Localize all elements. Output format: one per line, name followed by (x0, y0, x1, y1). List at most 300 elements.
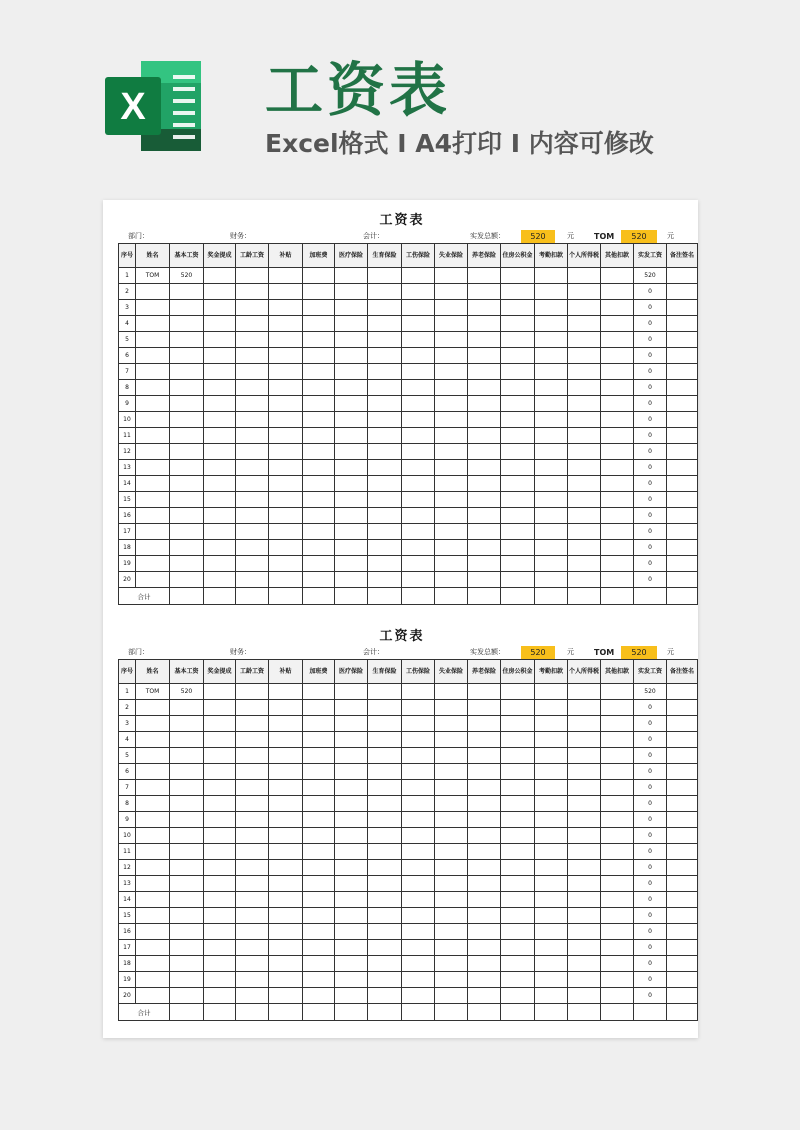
table-cell[interactable]: 0 (634, 844, 667, 860)
total-cell[interactable] (368, 1004, 402, 1021)
table-cell[interactable] (303, 412, 335, 428)
table-cell[interactable] (236, 908, 269, 924)
table-cell[interactable] (402, 764, 435, 780)
table-cell[interactable] (402, 524, 435, 540)
total-cell[interactable] (368, 588, 402, 605)
table-cell[interactable] (335, 972, 368, 988)
table-cell[interactable] (468, 412, 501, 428)
total-cell[interactable] (601, 1004, 634, 1021)
table-cell[interactable] (335, 572, 368, 588)
table-cell[interactable] (435, 940, 468, 956)
table-cell[interactable] (136, 492, 170, 508)
table-cell[interactable] (303, 524, 335, 540)
table-cell[interactable] (204, 332, 236, 348)
table-cell[interactable] (435, 716, 468, 732)
table-cell[interactable] (535, 476, 568, 492)
table-cell[interactable] (335, 716, 368, 732)
table-cell[interactable] (568, 956, 601, 972)
table-cell[interactable] (368, 300, 402, 316)
table-cell[interactable]: 0 (634, 460, 667, 476)
table-cell[interactable] (368, 508, 402, 524)
table-cell[interactable] (204, 684, 236, 700)
table-cell[interactable] (204, 972, 236, 988)
total-cell[interactable] (667, 1004, 698, 1021)
table-cell[interactable] (535, 412, 568, 428)
table-cell[interactable] (667, 412, 698, 428)
table-cell[interactable] (269, 316, 303, 332)
table-cell[interactable] (568, 556, 601, 572)
table-cell[interactable] (601, 572, 634, 588)
table-cell[interactable] (136, 956, 170, 972)
table-cell[interactable] (435, 972, 468, 988)
table-cell[interactable] (368, 828, 402, 844)
table-cell[interactable] (269, 732, 303, 748)
table-cell[interactable] (368, 444, 402, 460)
table-cell[interactable] (335, 940, 368, 956)
table-cell[interactable] (368, 796, 402, 812)
table-cell[interactable] (204, 844, 236, 860)
table-cell[interactable] (601, 524, 634, 540)
table-cell[interactable] (468, 316, 501, 332)
table-cell[interactable] (204, 508, 236, 524)
table-cell[interactable] (435, 476, 468, 492)
table-cell[interactable] (236, 844, 269, 860)
table-cell[interactable] (402, 860, 435, 876)
table-cell[interactable] (136, 860, 170, 876)
table-cell[interactable] (535, 972, 568, 988)
total-cell[interactable] (170, 588, 204, 605)
table-cell[interactable] (435, 844, 468, 860)
table-cell[interactable] (269, 860, 303, 876)
table-cell[interactable]: 0 (634, 380, 667, 396)
table-cell[interactable] (170, 716, 204, 732)
table-cell[interactable] (368, 364, 402, 380)
table-cell[interactable] (204, 908, 236, 924)
table-cell[interactable] (535, 572, 568, 588)
table-cell[interactable] (402, 268, 435, 284)
table-cell[interactable] (269, 476, 303, 492)
table-cell[interactable] (468, 300, 501, 316)
table-cell[interactable] (667, 876, 698, 892)
table-cell[interactable] (667, 572, 698, 588)
table-cell[interactable] (335, 684, 368, 700)
table-cell[interactable] (269, 508, 303, 524)
table-cell[interactable] (667, 716, 698, 732)
table-cell[interactable] (335, 908, 368, 924)
table-cell[interactable] (136, 908, 170, 924)
total-cell[interactable] (335, 588, 368, 605)
total-cell[interactable] (335, 1004, 368, 1021)
table-cell[interactable] (667, 492, 698, 508)
table-cell[interactable] (568, 396, 601, 412)
table-cell[interactable] (667, 780, 698, 796)
table-cell[interactable] (667, 748, 698, 764)
total-cell[interactable] (402, 588, 435, 605)
table-cell[interactable]: 0 (634, 860, 667, 876)
table-cell[interactable]: TOM (136, 684, 170, 700)
total-cell[interactable] (468, 1004, 501, 1021)
table-cell[interactable] (501, 796, 535, 812)
table-cell[interactable] (303, 572, 335, 588)
table-cell[interactable] (435, 284, 468, 300)
table-cell[interactable] (236, 348, 269, 364)
table-cell[interactable] (535, 780, 568, 796)
table-cell[interactable]: 0 (634, 828, 667, 844)
table-cell[interactable] (601, 268, 634, 284)
table-cell[interactable] (667, 908, 698, 924)
table-cell[interactable] (269, 812, 303, 828)
table-cell[interactable] (136, 396, 170, 412)
table-cell[interactable] (170, 844, 204, 860)
table-cell[interactable] (568, 428, 601, 444)
table-cell[interactable] (303, 476, 335, 492)
table-cell[interactable] (269, 956, 303, 972)
table-cell[interactable] (667, 284, 698, 300)
table-cell[interactable] (269, 492, 303, 508)
table-cell[interactable] (568, 844, 601, 860)
table-cell[interactable] (170, 700, 204, 716)
table-cell[interactable] (568, 812, 601, 828)
table-cell[interactable] (204, 348, 236, 364)
table-cell[interactable] (303, 492, 335, 508)
table-cell[interactable] (170, 572, 204, 588)
table-cell[interactable] (303, 812, 335, 828)
table-cell[interactable] (368, 412, 402, 428)
table-cell[interactable] (402, 700, 435, 716)
table-cell[interactable] (535, 524, 568, 540)
table-cell[interactable] (601, 908, 634, 924)
table-cell[interactable] (303, 892, 335, 908)
table-cell[interactable] (170, 828, 204, 844)
table-cell[interactable] (667, 796, 698, 812)
table-cell[interactable]: 0 (634, 732, 667, 748)
table-cell[interactable] (236, 764, 269, 780)
table-cell[interactable] (303, 364, 335, 380)
total-cell[interactable] (468, 588, 501, 605)
table-cell[interactable] (170, 316, 204, 332)
table-cell[interactable] (468, 700, 501, 716)
table-cell[interactable] (535, 508, 568, 524)
table-cell[interactable] (236, 300, 269, 316)
table-cell[interactable] (601, 316, 634, 332)
table-cell[interactable] (335, 380, 368, 396)
table-cell[interactable] (435, 892, 468, 908)
table-cell[interactable]: 0 (634, 316, 667, 332)
total-value[interactable]: 520 (521, 230, 555, 243)
table-cell[interactable] (568, 284, 601, 300)
table-cell[interactable] (204, 444, 236, 460)
table-cell[interactable] (468, 748, 501, 764)
table-cell[interactable] (402, 540, 435, 556)
total-cell[interactable] (236, 588, 269, 605)
table-cell[interactable]: 0 (634, 540, 667, 556)
table-cell[interactable] (535, 444, 568, 460)
table-cell[interactable] (435, 876, 468, 892)
table-cell[interactable] (236, 780, 269, 796)
employee-net-value[interactable]: 520 (621, 230, 657, 243)
table-cell[interactable] (136, 700, 170, 716)
table-cell[interactable] (236, 972, 269, 988)
table-cell[interactable] (468, 540, 501, 556)
table-cell[interactable] (535, 396, 568, 412)
table-cell[interactable] (435, 780, 468, 796)
table-cell[interactable] (170, 460, 204, 476)
table-cell[interactable] (204, 860, 236, 876)
table-cell[interactable] (236, 956, 269, 972)
table-cell[interactable] (170, 892, 204, 908)
table-cell[interactable] (601, 556, 634, 572)
table-cell[interactable] (335, 284, 368, 300)
table-cell[interactable] (435, 860, 468, 876)
table-cell[interactable] (368, 956, 402, 972)
table-cell[interactable] (667, 812, 698, 828)
table-cell[interactable] (368, 876, 402, 892)
table-cell[interactable] (402, 396, 435, 412)
table-cell[interactable] (136, 460, 170, 476)
table-cell[interactable] (568, 316, 601, 332)
table-cell[interactable] (269, 828, 303, 844)
table-cell[interactable] (402, 732, 435, 748)
total-cell[interactable] (204, 588, 236, 605)
table-cell[interactable] (402, 428, 435, 444)
table-cell[interactable] (303, 332, 335, 348)
table-cell[interactable] (170, 860, 204, 876)
table-cell[interactable] (204, 428, 236, 444)
table-cell[interactable] (368, 380, 402, 396)
table-cell[interactable] (601, 380, 634, 396)
table-cell[interactable] (269, 764, 303, 780)
table-cell[interactable] (568, 972, 601, 988)
table-cell[interactable] (501, 428, 535, 444)
table-cell[interactable] (667, 316, 698, 332)
table-cell[interactable]: 0 (634, 508, 667, 524)
table-cell[interactable] (468, 572, 501, 588)
table-cell[interactable] (204, 268, 236, 284)
table-cell[interactable] (601, 988, 634, 1004)
table-cell[interactable] (335, 796, 368, 812)
table-cell[interactable] (236, 892, 269, 908)
table-cell[interactable] (568, 412, 601, 428)
total-cell[interactable] (501, 1004, 535, 1021)
table-cell[interactable] (204, 524, 236, 540)
table-cell[interactable] (468, 684, 501, 700)
table-cell[interactable] (468, 924, 501, 940)
table-cell[interactable] (170, 428, 204, 444)
table-cell[interactable] (468, 476, 501, 492)
table-cell[interactable] (435, 364, 468, 380)
table-cell[interactable] (303, 508, 335, 524)
table-cell[interactable] (368, 332, 402, 348)
table-cell[interactable] (535, 380, 568, 396)
table-cell[interactable] (667, 348, 698, 364)
table-cell[interactable]: 0 (634, 556, 667, 572)
table-cell[interactable] (335, 492, 368, 508)
total-cell[interactable] (667, 588, 698, 605)
table-cell[interactable] (303, 380, 335, 396)
table-cell[interactable] (170, 284, 204, 300)
table-cell[interactable] (568, 924, 601, 940)
table-cell[interactable] (303, 716, 335, 732)
table-cell[interactable] (204, 716, 236, 732)
table-cell[interactable] (435, 332, 468, 348)
table-cell[interactable] (667, 764, 698, 780)
table-cell[interactable] (601, 332, 634, 348)
table-cell[interactable] (501, 908, 535, 924)
table-cell[interactable] (170, 732, 204, 748)
table-cell[interactable] (236, 444, 269, 460)
table-cell[interactable] (535, 764, 568, 780)
table-cell[interactable] (136, 476, 170, 492)
table-cell[interactable] (368, 684, 402, 700)
table-cell[interactable] (269, 796, 303, 812)
table-cell[interactable] (535, 956, 568, 972)
table-cell[interactable]: 0 (634, 348, 667, 364)
table-cell[interactable]: 0 (634, 908, 667, 924)
table-cell[interactable] (335, 396, 368, 412)
table-cell[interactable] (402, 972, 435, 988)
table-cell[interactable] (368, 780, 402, 796)
table-cell[interactable] (170, 412, 204, 428)
table-cell[interactable] (335, 988, 368, 1004)
table-cell[interactable] (568, 764, 601, 780)
table-cell[interactable] (204, 476, 236, 492)
table-cell[interactable] (568, 524, 601, 540)
table-cell[interactable] (236, 364, 269, 380)
table-cell[interactable] (136, 972, 170, 988)
table-cell[interactable] (236, 524, 269, 540)
table-cell[interactable] (269, 876, 303, 892)
table-cell[interactable]: 0 (634, 476, 667, 492)
table-cell[interactable] (535, 268, 568, 284)
table-cell[interactable] (368, 524, 402, 540)
table-cell[interactable] (335, 524, 368, 540)
table-cell[interactable]: 0 (634, 428, 667, 444)
table-cell[interactable] (335, 428, 368, 444)
table-cell[interactable] (435, 380, 468, 396)
table-cell[interactable] (236, 716, 269, 732)
table-cell[interactable] (170, 380, 204, 396)
table-cell[interactable] (170, 556, 204, 572)
table-cell[interactable] (335, 460, 368, 476)
table-cell[interactable] (335, 876, 368, 892)
table-cell[interactable] (402, 908, 435, 924)
table-cell[interactable] (601, 940, 634, 956)
table-cell[interactable] (204, 876, 236, 892)
table-cell[interactable] (468, 780, 501, 796)
table-cell[interactable] (236, 284, 269, 300)
table-cell[interactable] (368, 764, 402, 780)
table-cell[interactable] (667, 892, 698, 908)
table-cell[interactable] (269, 892, 303, 908)
table-cell[interactable] (568, 348, 601, 364)
table-cell[interactable] (435, 556, 468, 572)
table-cell[interactable] (204, 780, 236, 796)
table-cell[interactable] (667, 828, 698, 844)
table-cell[interactable] (269, 780, 303, 796)
table-cell[interactable] (601, 828, 634, 844)
table-cell[interactable] (303, 988, 335, 1004)
table-cell[interactable] (402, 940, 435, 956)
table-cell[interactable] (335, 348, 368, 364)
table-cell[interactable] (435, 732, 468, 748)
table-cell[interactable] (402, 780, 435, 796)
table-cell[interactable] (435, 524, 468, 540)
table-cell[interactable] (368, 540, 402, 556)
table-cell[interactable] (136, 940, 170, 956)
table-cell[interactable] (170, 364, 204, 380)
table-cell[interactable] (236, 316, 269, 332)
table-cell[interactable] (667, 540, 698, 556)
table-cell[interactable] (368, 284, 402, 300)
table-cell[interactable] (402, 364, 435, 380)
table-cell[interactable] (568, 268, 601, 284)
table-cell[interactable] (204, 460, 236, 476)
table-cell[interactable] (535, 540, 568, 556)
table-cell[interactable] (501, 300, 535, 316)
table-cell[interactable] (535, 908, 568, 924)
table-cell[interactable] (269, 940, 303, 956)
table-cell[interactable] (402, 460, 435, 476)
table-cell[interactable] (435, 700, 468, 716)
table-cell[interactable]: 0 (634, 364, 667, 380)
table-cell[interactable] (501, 876, 535, 892)
table-cell[interactable]: TOM (136, 268, 170, 284)
table-cell[interactable] (204, 748, 236, 764)
table-cell[interactable] (170, 796, 204, 812)
table-cell[interactable] (535, 284, 568, 300)
table-cell[interactable] (667, 508, 698, 524)
table-cell[interactable] (402, 748, 435, 764)
table-cell[interactable] (568, 940, 601, 956)
table-cell[interactable] (269, 908, 303, 924)
table-cell[interactable]: 520 (170, 684, 204, 700)
table-cell[interactable] (667, 972, 698, 988)
table-cell[interactable] (136, 924, 170, 940)
table-cell[interactable] (335, 332, 368, 348)
table-cell[interactable]: 0 (634, 444, 667, 460)
table-cell[interactable] (568, 508, 601, 524)
table-cell[interactable] (269, 972, 303, 988)
table-cell[interactable] (269, 460, 303, 476)
table-cell[interactable] (269, 716, 303, 732)
table-cell[interactable] (136, 732, 170, 748)
table-cell[interactable] (402, 284, 435, 300)
table-cell[interactable] (269, 844, 303, 860)
table-cell[interactable] (601, 540, 634, 556)
table-cell[interactable] (335, 364, 368, 380)
table-cell[interactable] (170, 748, 204, 764)
table-cell[interactable] (335, 828, 368, 844)
table-cell[interactable] (601, 812, 634, 828)
table-cell[interactable] (402, 508, 435, 524)
table-cell[interactable] (601, 876, 634, 892)
table-cell[interactable] (601, 972, 634, 988)
table-cell[interactable]: 0 (634, 572, 667, 588)
table-cell[interactable] (368, 892, 402, 908)
table-cell[interactable] (236, 876, 269, 892)
table-cell[interactable] (303, 780, 335, 796)
table-cell[interactable] (170, 332, 204, 348)
table-cell[interactable] (269, 380, 303, 396)
table-cell[interactable]: 0 (634, 492, 667, 508)
table-cell[interactable]: 0 (634, 780, 667, 796)
table-cell[interactable] (303, 300, 335, 316)
table-cell[interactable] (435, 428, 468, 444)
table-cell[interactable] (335, 844, 368, 860)
total-cell[interactable] (303, 588, 335, 605)
table-cell[interactable] (667, 332, 698, 348)
table-cell[interactable] (204, 412, 236, 428)
